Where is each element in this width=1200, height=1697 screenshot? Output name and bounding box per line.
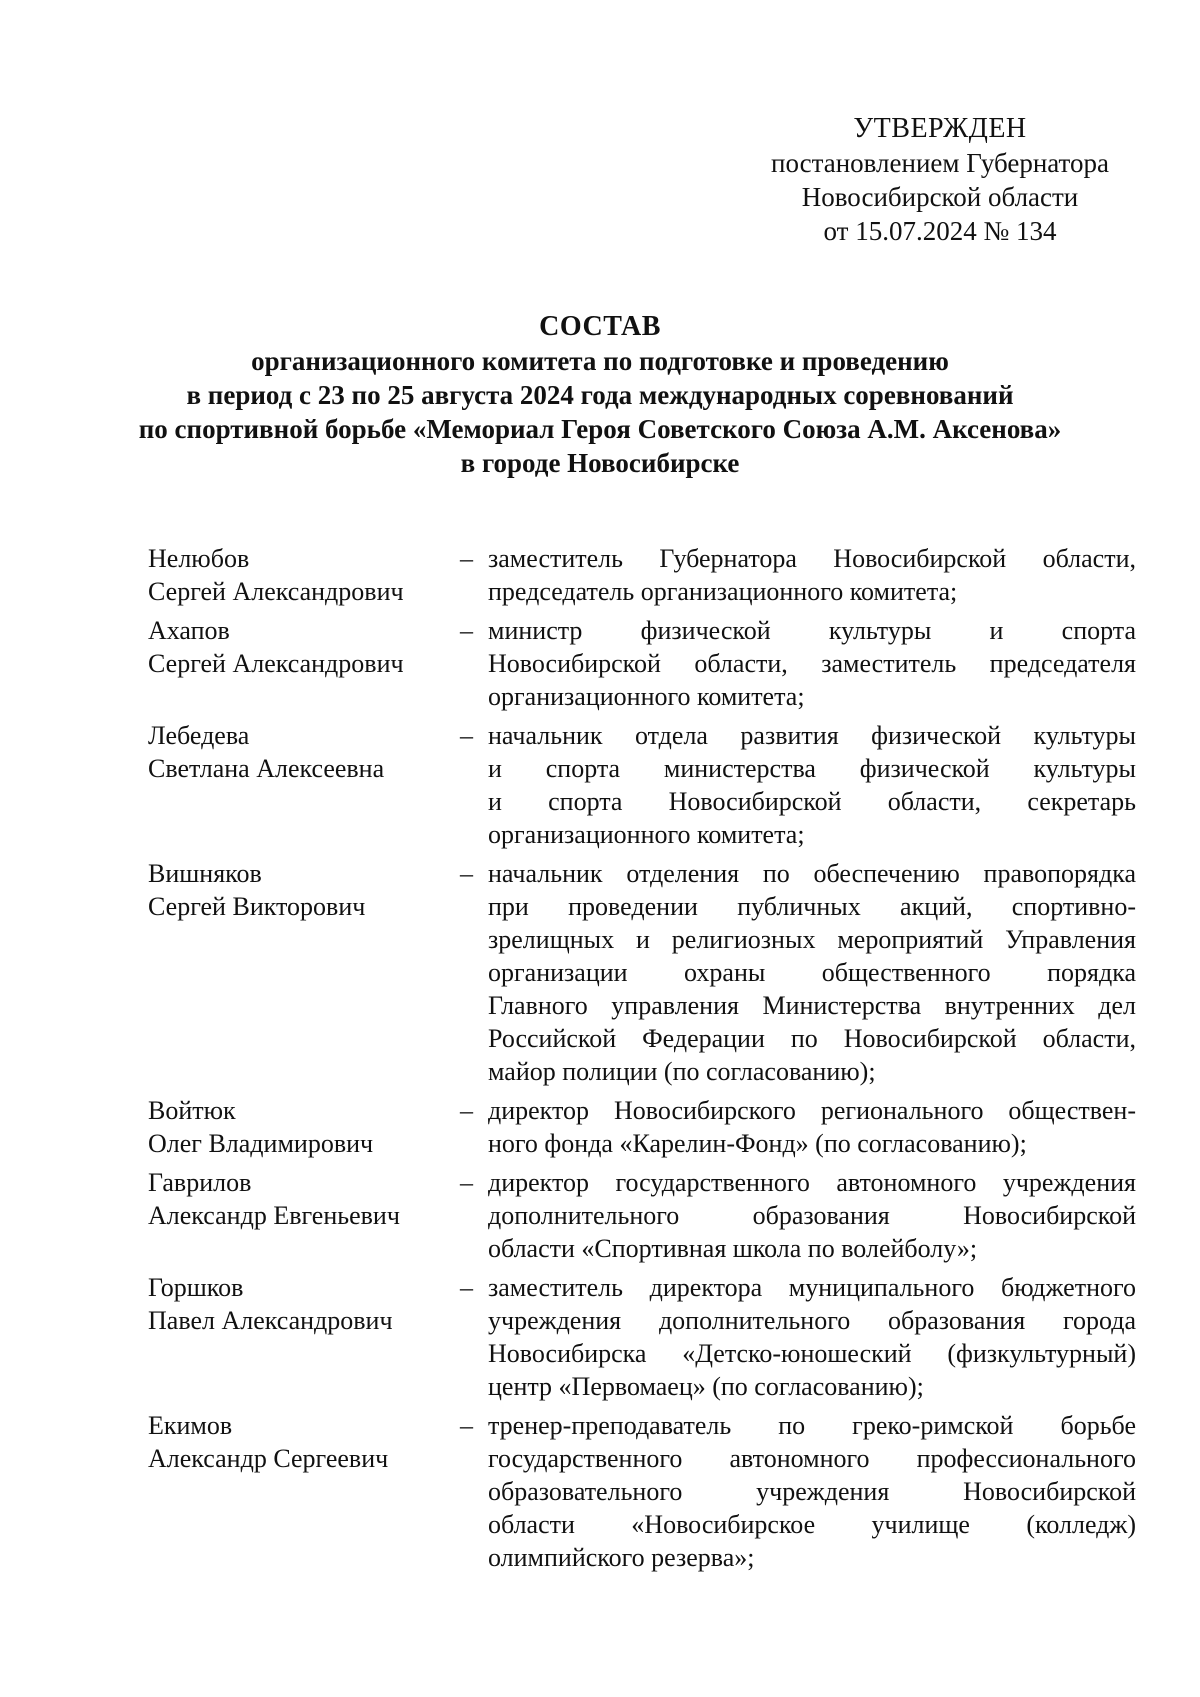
approval-line: Новосибирской области bbox=[801, 182, 1079, 212]
member-surname: Ахапов bbox=[148, 616, 230, 645]
title-line: по спортивной борьбе «Мемориал Героя Советского Союза А.М. Аксенова» bbox=[138, 414, 1062, 444]
approval-stamp bbox=[760, 112, 1120, 248]
role-line: начальник отделения по обеспечению правопорядка bbox=[488, 859, 1136, 888]
title-line: в городе Новосибирске bbox=[460, 448, 740, 478]
role-line: области «Спортивная школа по волейболу»; bbox=[488, 1234, 978, 1263]
role-line: образовательного учреждения Новосибирской bbox=[488, 1477, 1136, 1506]
committee-member bbox=[148, 1094, 1136, 1160]
role-line: олимпийского резерва»; bbox=[488, 1543, 755, 1572]
dash-separator: – bbox=[460, 1168, 473, 1197]
member-surname: Лебедева bbox=[148, 721, 250, 750]
role-line: председатель организационного комитета; bbox=[488, 577, 958, 606]
member-role bbox=[488, 1409, 1136, 1574]
dash-separator: – bbox=[460, 859, 473, 888]
approval-title: УТВЕРЖДЕН bbox=[853, 113, 1027, 144]
committee-member bbox=[148, 1409, 1136, 1574]
member-name bbox=[148, 1094, 458, 1160]
member-role bbox=[488, 1166, 1136, 1265]
role-line: начальник отдела развития физической культуры bbox=[488, 721, 1136, 750]
dash-separator: – bbox=[460, 544, 473, 573]
member-role bbox=[488, 1271, 1136, 1403]
member-name bbox=[148, 857, 458, 923]
role-line: государственного автономного профессионального bbox=[488, 1444, 1136, 1473]
member-role bbox=[488, 542, 1136, 608]
role-line: организации охраны общественного порядка bbox=[488, 958, 1136, 987]
dash-separator: – bbox=[460, 1411, 473, 1440]
dash-separator: – bbox=[460, 721, 473, 750]
member-given-names: Сергей Викторович bbox=[148, 892, 366, 921]
dash-separator: – bbox=[460, 1273, 473, 1302]
approval-line: постановлением Губернатора bbox=[771, 148, 1109, 178]
role-line: Российской Федерации по Новосибирской области, bbox=[488, 1024, 1136, 1053]
member-given-names: Олег Владимирович bbox=[148, 1129, 374, 1158]
member-surname: Нелюбов bbox=[148, 544, 250, 573]
member-role bbox=[488, 614, 1136, 713]
role-line: и спорта Новосибирской области, секретарь bbox=[488, 787, 1136, 816]
title-heading: СОСТАВ bbox=[539, 311, 661, 342]
role-line: ного фонда «Карелин-Фонд» (по согласованию); bbox=[488, 1129, 1027, 1158]
member-name bbox=[148, 614, 458, 680]
committee-member bbox=[148, 719, 1136, 851]
title-line: в период с 23 по 25 августа 2024 года международных соревнований bbox=[186, 380, 1014, 410]
member-surname: Екимов bbox=[148, 1411, 233, 1440]
member-surname: Гаврилов bbox=[148, 1168, 252, 1197]
member-given-names: Александр Сергеевич bbox=[148, 1444, 389, 1473]
role-line: организационного комитета; bbox=[488, 682, 805, 711]
committee-members-list bbox=[148, 542, 1136, 1580]
role-line: министр физической культуры и спорта bbox=[488, 616, 1136, 645]
member-given-names: Павел Александрович bbox=[148, 1306, 393, 1335]
member-given-names: Сергей Александрович bbox=[148, 577, 404, 606]
member-name bbox=[148, 1271, 458, 1337]
committee-member bbox=[148, 542, 1136, 608]
role-line: директор Новосибирского регионального обществен- bbox=[488, 1096, 1136, 1125]
member-surname: Войтюк bbox=[148, 1096, 236, 1125]
dash-separator: – bbox=[460, 616, 473, 645]
role-line: дополнительного образования Новосибирской bbox=[488, 1201, 1136, 1230]
role-line: при проведении публичных акций, спортивно- bbox=[488, 892, 1136, 921]
approval-date-number: от 15.07.2024 № 134 bbox=[823, 216, 1057, 246]
role-line: учреждения дополнительного образования города bbox=[488, 1306, 1136, 1335]
member-given-names: Александр Евгеньевич bbox=[148, 1201, 400, 1230]
role-line: области «Новосибирское училище (колледж) bbox=[488, 1510, 1136, 1539]
member-surname: Вишняков bbox=[148, 859, 262, 888]
role-line: заместитель директора муниципального бюджетного bbox=[488, 1273, 1136, 1302]
role-line: майор полиции (по согласованию); bbox=[488, 1057, 876, 1086]
member-name bbox=[148, 542, 458, 608]
dash-separator: – bbox=[460, 1096, 473, 1125]
role-line: зрелищных и религиозных мероприятий Управления bbox=[488, 925, 1136, 954]
member-role bbox=[488, 719, 1136, 851]
member-name bbox=[148, 1409, 458, 1475]
role-line: директор государственного автономного учреждения bbox=[488, 1168, 1136, 1197]
committee-member bbox=[148, 1166, 1136, 1265]
role-line: Новосибирска «Детско-юношеский (физкультурный) bbox=[488, 1339, 1136, 1368]
document-title bbox=[80, 310, 1120, 480]
member-name bbox=[148, 1166, 458, 1232]
member-given-names: Сергей Александрович bbox=[148, 649, 404, 678]
committee-member bbox=[148, 1271, 1136, 1403]
role-line: и спорта министерства физической культуры bbox=[488, 754, 1136, 783]
role-line: организационного комитета; bbox=[488, 820, 805, 849]
role-line: Новосибирской области, заместитель председателя bbox=[488, 649, 1136, 678]
committee-member bbox=[148, 614, 1136, 713]
member-role bbox=[488, 857, 1136, 1088]
role-line: тренер-преподаватель по греко-римской борьбе bbox=[488, 1411, 1136, 1440]
title-line: организационного комитета по подготовке и проведению bbox=[251, 346, 949, 376]
role-line: Главного управления Министерства внутренних дел bbox=[488, 991, 1136, 1020]
member-surname: Горшков bbox=[148, 1273, 244, 1302]
member-given-names: Светлана Алексеевна bbox=[148, 754, 385, 783]
committee-member bbox=[148, 857, 1136, 1088]
member-name bbox=[148, 719, 458, 785]
role-line: центр «Первомаец» (по согласованию); bbox=[488, 1372, 924, 1401]
member-role bbox=[488, 1094, 1136, 1160]
role-line: заместитель Губернатора Новосибирской области, bbox=[488, 544, 1136, 573]
